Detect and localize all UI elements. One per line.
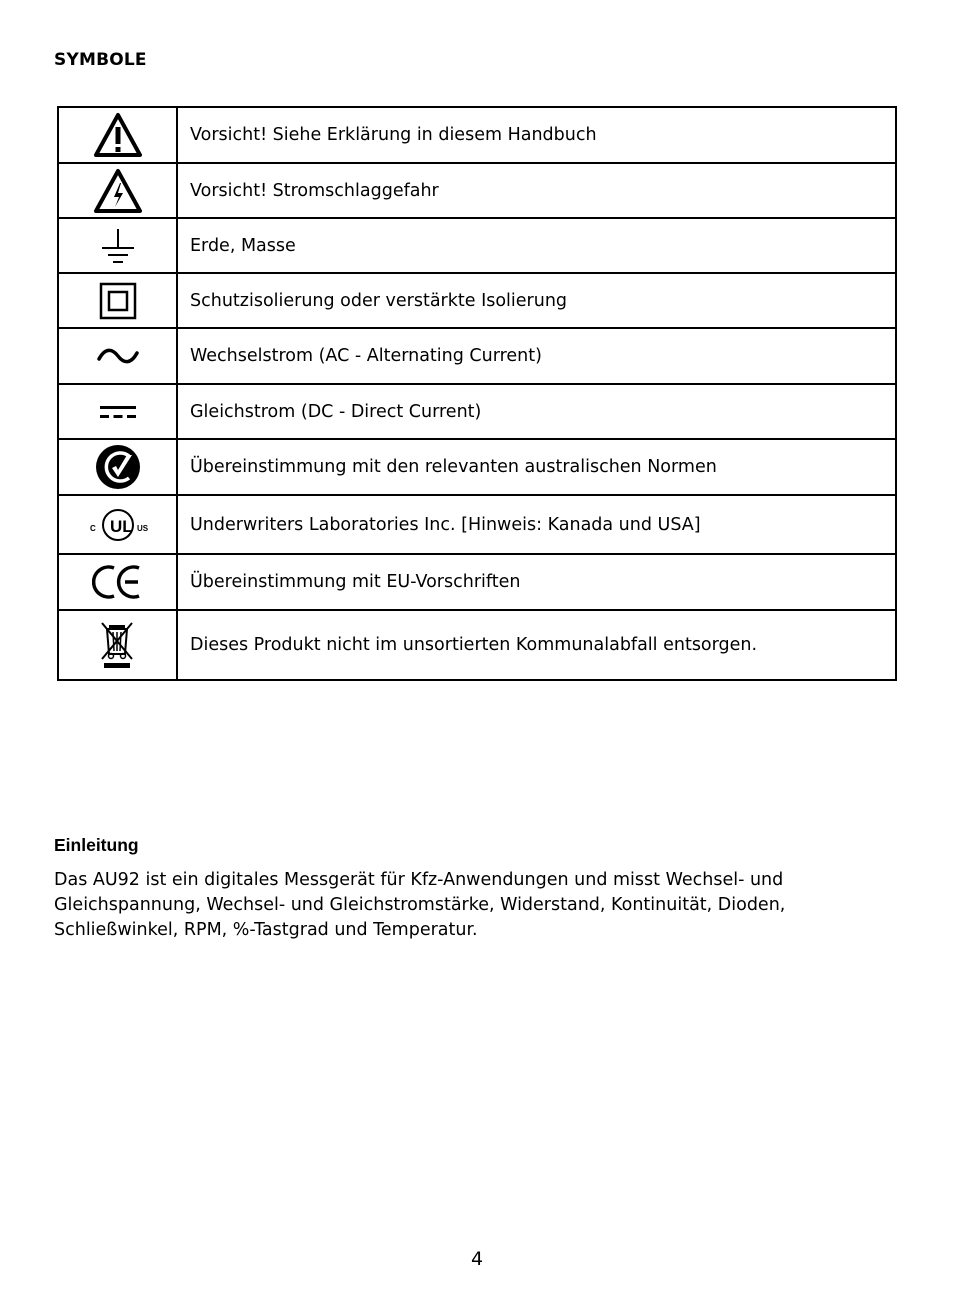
symbol-description: Erde, Masse <box>177 218 896 273</box>
symbol-cell <box>58 328 177 384</box>
ground-icon <box>98 226 138 266</box>
symbol-description: Gleichstrom (DC - Direct Current) <box>177 384 896 439</box>
symbol-description: Wechselstrom (AC - Alternating Current) <box>177 328 896 384</box>
symbol-cell <box>58 610 177 680</box>
symbol-cell <box>58 384 177 439</box>
table-row <box>58 384 896 439</box>
table-row <box>58 439 896 495</box>
symbol-cell <box>58 554 177 610</box>
table-row <box>58 610 896 680</box>
table-row <box>58 107 896 163</box>
symbol-description: Vorsicht! Siehe Erklärung in diesem Handbuch <box>177 107 896 163</box>
symbol-description: Dieses Produkt nicht im unsortierten Kommunalabfall entsorgen. <box>177 610 896 680</box>
section-title: SYMBOLE <box>54 50 147 70</box>
weee-bin-icon <box>98 620 138 670</box>
caution-icon <box>93 112 143 158</box>
symbol-cell <box>58 439 177 495</box>
svg-text:C: C <box>89 523 96 533</box>
symbol-description: Vorsicht! Stromschlaggefahr <box>177 163 896 218</box>
table-row <box>58 328 896 384</box>
symbol-description: Underwriters Laboratories Inc. [Hinweis: Kanada und USA] <box>177 495 896 554</box>
svg-text:UL: UL <box>109 516 133 536</box>
dc-icon <box>98 404 138 420</box>
symbol-cell <box>58 273 177 328</box>
symbol-cell <box>58 107 177 163</box>
c-tick-icon <box>95 444 141 490</box>
intro-title: Einleitung <box>54 835 139 855</box>
symbol-cell <box>58 218 177 273</box>
svg-text:US: US <box>136 523 148 533</box>
table-row <box>58 495 896 554</box>
ac-icon <box>96 346 140 366</box>
ul-listing-icon <box>86 505 150 545</box>
table-row <box>58 218 896 273</box>
symbol-description: Übereinstimmung mit den relevanten australischen Normen <box>177 439 896 495</box>
symbol-description: Schutzisolierung oder verstärkte Isolierung <box>177 273 896 328</box>
symbol-description: Übereinstimmung mit EU-Vorschriften <box>177 554 896 610</box>
table-row <box>58 554 896 610</box>
double-insulation-icon <box>98 281 138 321</box>
table-row <box>58 163 896 218</box>
intro-paragraph: Das AU92 ist ein digitales Messgerät für Kfz-Anwendungen und misst Wechsel- und Gleichspannung, Wechsel- und Gleichstromstärke, Widerstand, Kontinuität, Dioden, Schließwinkel, RPM, %-Tastgrad und Temperatur. <box>54 870 786 940</box>
page-number: 4 <box>470 1248 484 1270</box>
symbol-cell <box>58 495 177 554</box>
symbol-cell <box>58 163 177 218</box>
symbol-table <box>57 106 897 681</box>
electric-shock-icon <box>93 168 143 214</box>
ce-mark-icon <box>92 563 144 601</box>
table-row <box>58 273 896 328</box>
